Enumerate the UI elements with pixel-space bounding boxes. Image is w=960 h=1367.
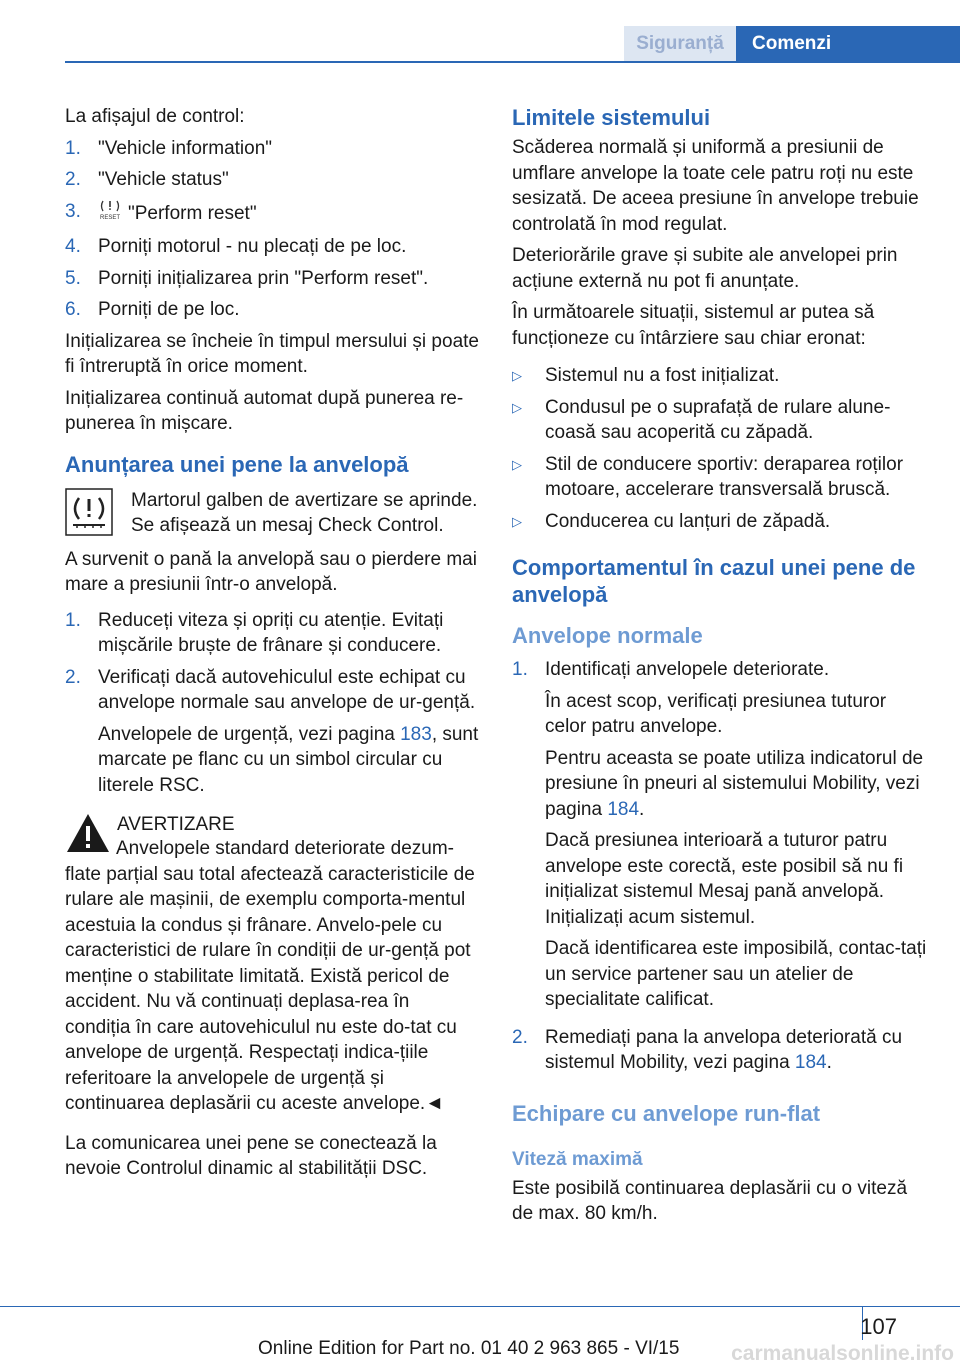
list-item bbox=[512, 657, 928, 1019]
step-subtext: Dacă identificarea este imposibilă, contac-tați un service partener sau un atelier de specialitate calificat. bbox=[545, 938, 927, 1010]
minor-heading: Viteză maximă bbox=[512, 1148, 643, 1170]
step-subtext: În acest scop, verificați presiunea tuturor celor patru anvelope. bbox=[545, 690, 887, 737]
warning-title: AVERTIZARE bbox=[117, 814, 235, 835]
section-heading: Limitele sistemului bbox=[512, 105, 711, 130]
page-number: 107 bbox=[860, 1314, 897, 1339]
header-tabs bbox=[624, 26, 960, 62]
watermark: carmanualsonline.info bbox=[731, 1342, 954, 1365]
intro-text: La afișajul de control: bbox=[65, 106, 245, 127]
bullet-item bbox=[512, 363, 928, 389]
paragraph: La comunicarea unei pene se conectează la nevoie Controlul dinamic al stabilității DSC. bbox=[65, 1132, 437, 1179]
paragraph: Inițializarea se încheie în timpul mersului și poate fi întreruptă în orice moment. bbox=[65, 330, 479, 377]
bullet-item bbox=[512, 509, 928, 535]
step-number: 1. bbox=[65, 609, 81, 631]
tire-pressure-warning-icon bbox=[65, 488, 113, 536]
paragraph: Este posibilă continuarea deplasării cu o viteză de max. 80 km/h. bbox=[512, 1177, 908, 1224]
footer-edition: Online Edition for Part no. 01 40 2 963 865 - VI/15 bbox=[258, 1338, 680, 1359]
bullet-item bbox=[512, 395, 928, 446]
tab-safety[interactable]: Siguranță bbox=[624, 26, 736, 62]
paragraph: Inițializarea continuă automat după punerea re-punerea în mișcare. bbox=[65, 387, 464, 434]
page-link[interactable]: 184 bbox=[607, 798, 640, 820]
warning-block bbox=[65, 812, 480, 1117]
bullet-text: Stil de conducere sportiv: deraparea roților motoare, accelerare transversală bruscă. bbox=[545, 453, 904, 500]
list-item bbox=[65, 266, 480, 292]
bullet-text: Conducerea cu lanțuri de zăpadă. bbox=[545, 510, 831, 532]
step-text: Porniți inițializarea prin "Perform reset". bbox=[98, 267, 429, 289]
page-link[interactable]: 184 bbox=[794, 1052, 827, 1073]
list-item bbox=[65, 136, 480, 162]
step-number: 1. bbox=[512, 659, 528, 680]
list-item bbox=[65, 665, 480, 805]
footer-rule bbox=[0, 1306, 960, 1307]
list-item bbox=[65, 167, 480, 193]
paragraph: Deteriorările grave și subite ale anvelopei prin acțiune externă nu pot fi anunțate. bbox=[512, 245, 898, 292]
step-number: 4. bbox=[65, 236, 81, 257]
subsection-heading: Echipare cu anvelope run-flat bbox=[512, 1100, 821, 1126]
bullet-icon: ▷ bbox=[512, 456, 522, 472]
step-text: Porniți de pe loc. bbox=[98, 299, 240, 320]
list-item bbox=[65, 234, 480, 260]
bullet-text: Sistemul nu a fost inițializat. bbox=[545, 365, 780, 386]
step-text: "Perform reset" bbox=[128, 202, 257, 224]
indicator-block bbox=[65, 488, 480, 545]
step-text: Porniți motorul - nu plecați de pe loc. bbox=[98, 236, 407, 257]
step-number: 6. bbox=[65, 299, 81, 320]
list-item bbox=[65, 199, 480, 229]
bullet-icon: ▷ bbox=[512, 513, 522, 529]
bullet-item bbox=[512, 452, 928, 503]
step-text: "Vehicle information" bbox=[98, 137, 273, 159]
page-link[interactable]: 183 bbox=[400, 723, 432, 745]
step-subtext: Dacă presiunea interioară a tuturor patru anvelope este corectă, este posibil să nu fi inițializat sistemul Mesaj pană anvelopă. Inițializați acum sistemul. bbox=[545, 830, 904, 928]
section-heading: Comportamentul în cazul unei pene de anvelopă bbox=[512, 555, 916, 607]
paragraph: Scăderea normală și uniformă a presiunii de umflare anvelope la toate cele patru roți nu este sesizată. De aceea presiune în anvelope trebuie controlată în mod regulat. bbox=[512, 137, 919, 235]
list-item bbox=[65, 608, 480, 659]
tire-reset-icon bbox=[98, 199, 122, 229]
reset-icon-label: RESET bbox=[99, 214, 121, 221]
step-text: Reduceți viteza și opriți cu atenție. Evitați mișcările bruște de frânare și conducere. bbox=[98, 609, 444, 656]
step-text: "Vehicle status" bbox=[98, 169, 229, 190]
bullet-text: Condusul pe o suprafață de rulare alune-coasă sau acoperită cu zăpadă. bbox=[545, 396, 891, 443]
step-subtext: Pentru aceasta se poate utiliza indicatorul de presiune în pneuri al sistemului Mobility, vezi pagina 184. bbox=[545, 747, 924, 820]
step-subtext: Anvelopele de urgență, vezi pagina 183, sunt marcate pe flanc cu un simbol circular cu literele RSC. bbox=[98, 723, 479, 796]
list-item bbox=[512, 1025, 928, 1082]
step-number: 1. bbox=[65, 137, 81, 159]
step-text: Remediați pana la anvelopa deteriorată cu sistemul Mobility, vezi pagina 184. bbox=[545, 1026, 903, 1073]
right-column bbox=[512, 104, 928, 1233]
left-column bbox=[65, 104, 480, 1188]
subsection-heading: Anvelope normale bbox=[512, 623, 703, 648]
warning-triangle-icon bbox=[65, 812, 111, 854]
paragraph: A survenit o pană la anvelopă sau o pierdere mai mare a presiunii într-o anvelopă. bbox=[65, 548, 477, 595]
tab-controls[interactable]: Comenzi bbox=[736, 26, 960, 62]
bullet-icon: ▷ bbox=[512, 368, 522, 383]
step-number: 2. bbox=[65, 169, 81, 190]
step-text: Identificați anvelopele deteriorate. bbox=[545, 659, 830, 680]
step-number: 3. bbox=[65, 200, 81, 222]
header-rule bbox=[65, 61, 960, 63]
section-heading: Anunțarea unei pene la anvelopă bbox=[65, 451, 409, 477]
bullet-icon: ▷ bbox=[512, 399, 522, 415]
step-number: 2. bbox=[65, 666, 81, 688]
step-number: 2. bbox=[512, 1026, 528, 1048]
warning-text: Anvelopele standard deteriorate dezum-flate parțial sau total afectează caracteristicile de rulare ale mașinii, de exemplu comporta-mentul acestuia la condus și frânare. Anvelo-pele cu caracteristici de rulare în condiții de ur-gență pot menține o stabilitate limitată. Există pericol de accident. Nu vă continuați deplasa-rea în condiția în care autovehiculul nu este do-tat cu anvelope de urgență. Respectați indica-țiile referitoare la anvelopele de urgență și continuarea deplasării cu aceste anvelope.◄ bbox=[65, 838, 475, 1114]
indicator-text: Martorul galben de avertizare se aprinde. Se afișează un mesaj Check Control. bbox=[131, 489, 478, 536]
step-number: 5. bbox=[65, 267, 81, 289]
step-text: Verificați dacă autovehiculul este echipat cu anvelope normale sau anvelope de ur-gență. bbox=[98, 666, 476, 713]
list-item bbox=[65, 297, 480, 323]
paragraph: În următoarele situații, sistemul ar putea să funcționeze cu întârziere sau chiar eronat: bbox=[512, 302, 875, 349]
